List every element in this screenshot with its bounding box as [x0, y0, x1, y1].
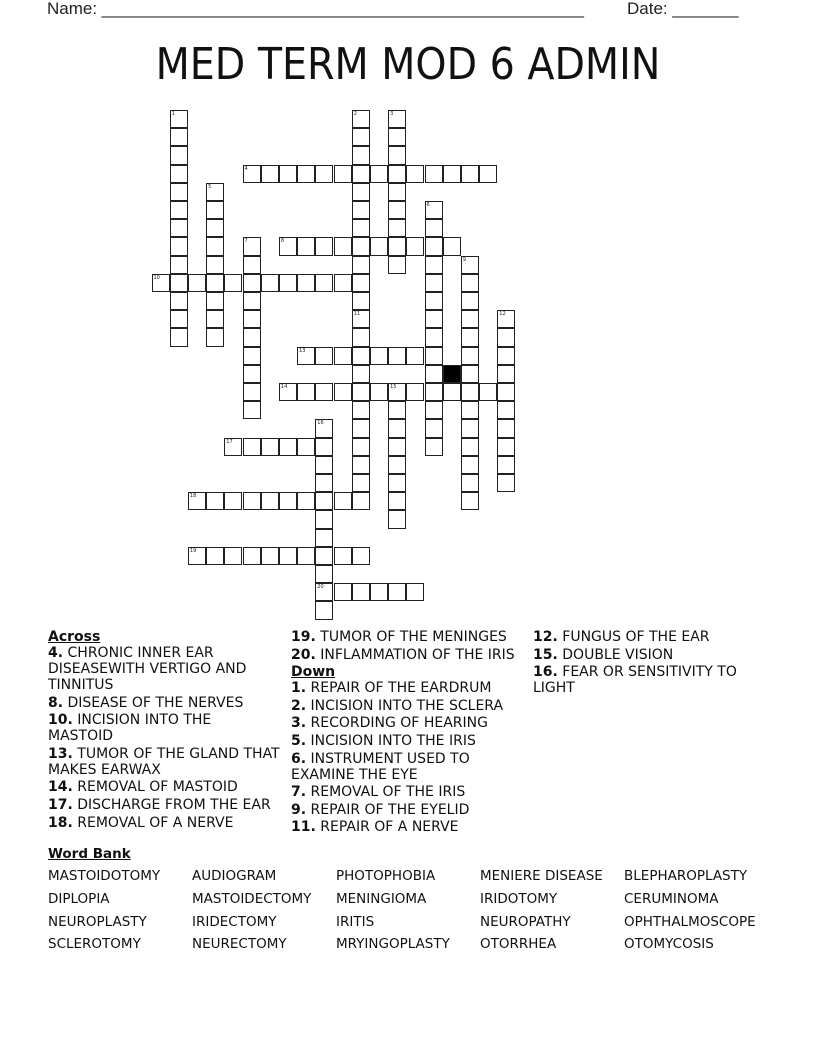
- clue-number: 4.: [48, 645, 64, 661]
- crossword-cell[interactable]: [352, 219, 370, 237]
- crossword-cell[interactable]: [243, 256, 261, 274]
- crossword-cell[interactable]: [352, 347, 370, 365]
- crossword-cell[interactable]: [297, 347, 315, 365]
- crossword-cell[interactable]: [279, 274, 297, 292]
- clues-column-2: [291, 629, 527, 837]
- crossword-cell[interactable]: [315, 529, 333, 547]
- crossword-cell[interactable]: [170, 256, 188, 274]
- crossword-cell[interactable]: [461, 383, 479, 401]
- crossword-cell[interactable]: [243, 401, 261, 419]
- crossword-cell[interactable]: [352, 492, 370, 510]
- crossword-cell[interactable]: [170, 219, 188, 237]
- crossword-cell[interactable]: [170, 237, 188, 255]
- clue-number: 17.: [48, 796, 73, 813]
- crossword-cell[interactable]: [461, 401, 479, 419]
- clue-number: 7.: [291, 784, 307, 801]
- crossword-cell[interactable]: [406, 347, 424, 365]
- crossword-cell[interactable]: [206, 256, 224, 274]
- clue-down-7: [291, 784, 527, 800]
- crossword-clue-number: 1: [171, 111, 175, 117]
- crossword-cell[interactable]: [297, 492, 315, 510]
- clue-across-10: [48, 712, 280, 744]
- crossword-cell[interactable]: [461, 256, 479, 274]
- crossword-cell[interactable]: [315, 274, 333, 292]
- crossword-cell[interactable]: [425, 219, 443, 237]
- clue-text: INSTRUMENT USED TO EXAMINE THE EYE: [291, 750, 470, 783]
- clue-across-20: [291, 647, 527, 663]
- crossword-cell[interactable]: [425, 292, 443, 310]
- crossword-cell[interactable]: [425, 365, 443, 383]
- crossword-clue-number: 20: [317, 584, 324, 591]
- crossword-cell[interactable]: [243, 292, 261, 310]
- crossword-cell[interactable]: [315, 474, 333, 492]
- crossword-cell[interactable]: [170, 328, 188, 346]
- clue-text: REPAIR OF THE EYELID: [310, 801, 470, 818]
- crossword-cell[interactable]: [352, 292, 370, 310]
- crossword-cell[interactable]: [297, 547, 315, 565]
- crossword-cell[interactable]: [425, 237, 443, 255]
- crossword-cell[interactable]: [388, 347, 406, 365]
- crossword-cell[interactable]: [352, 201, 370, 219]
- crossword-cell[interactable]: [388, 583, 406, 601]
- crossword-clue-number: 19: [189, 547, 197, 554]
- word-bank-item: MENINGIOMA: [336, 891, 427, 907]
- clue-text: REMOVAL OF A NERVE: [77, 814, 234, 831]
- clue-text: INCISION INTO THE MASTOID: [48, 712, 212, 745]
- word-bank-item: IRIDECTOMY: [192, 914, 277, 930]
- word-bank-item: PHOTOPHOBIA: [336, 868, 436, 884]
- crossword-clue-number: 2: [353, 111, 357, 117]
- clue-down-2: [291, 698, 527, 714]
- crossword-cell[interactable]: [388, 219, 406, 237]
- word-bank-heading: Word Bank: [48, 846, 131, 862]
- crossword-clue-number: 5: [208, 183, 212, 190]
- crossword-cell[interactable]: [188, 274, 206, 292]
- crossword-cell[interactable]: [461, 328, 479, 346]
- crossword-cell[interactable]: [352, 365, 370, 383]
- word-bank-item: IRITIS: [336, 914, 375, 930]
- crossword-cell[interactable]: [352, 474, 370, 492]
- crossword-cell[interactable]: [497, 419, 515, 437]
- crossword-cell[interactable]: [388, 256, 406, 274]
- crossword-cell[interactable]: [297, 438, 315, 456]
- down-heading: Down: [291, 664, 336, 681]
- crossword-cell[interactable]: [425, 310, 443, 328]
- clue-down-6: [291, 751, 527, 783]
- crossword-cell[interactable]: [279, 492, 297, 510]
- crossword-cell[interactable]: [388, 201, 406, 219]
- clue-down-15: [533, 647, 763, 663]
- crossword-cell[interactable]: [261, 165, 279, 183]
- crossword-cell[interactable]: [170, 165, 188, 183]
- word-bank-item: MENIERE DISEASE: [480, 868, 603, 884]
- crossword-cell[interactable]: [315, 383, 333, 401]
- clue-number: 3.: [291, 715, 307, 732]
- word-bank-item: OTORRHEA: [480, 936, 557, 952]
- crossword-cell[interactable]: [206, 328, 224, 346]
- crossword-cell[interactable]: [206, 547, 224, 565]
- crossword-cell[interactable]: [352, 110, 370, 128]
- crossword-cell[interactable]: [315, 165, 333, 183]
- crossword-cell[interactable]: [497, 474, 515, 492]
- crossword-cell[interactable]: [224, 274, 242, 292]
- crossword-cell[interactable]: [334, 383, 352, 401]
- clue-down-11: [291, 819, 527, 835]
- clue-number: 5.: [291, 732, 307, 749]
- crossword-clue-number: 13: [299, 347, 306, 354]
- crossword-cell[interactable]: [315, 510, 333, 528]
- crossword-cell[interactable]: [334, 492, 352, 510]
- clue-down-5: [291, 733, 527, 749]
- crossword-clue-number: 4: [244, 165, 248, 172]
- crossword-cell[interactable]: [461, 274, 479, 292]
- crossword-cell[interactable]: [243, 383, 261, 401]
- crossword-cell[interactable]: [352, 256, 370, 274]
- crossword-cell[interactable]: [297, 383, 315, 401]
- crossword-cell[interactable]: [279, 237, 297, 255]
- crossword-cell[interactable]: [243, 274, 261, 292]
- crossword-cell[interactable]: [261, 492, 279, 510]
- clue-number: 12.: [533, 629, 558, 645]
- crossword-cell[interactable]: [479, 165, 497, 183]
- crossword-cell[interactable]: [206, 219, 224, 237]
- crossword-cell[interactable]: [352, 419, 370, 437]
- clue-across-18: [48, 815, 280, 831]
- clue-number: 2.: [291, 697, 307, 714]
- crossword-clue-number: 15: [390, 384, 397, 390]
- clue-number: 18.: [48, 814, 73, 831]
- clue-across-17: [48, 797, 280, 813]
- crossword-cell[interactable]: [315, 583, 333, 601]
- crossword-cell[interactable]: [315, 347, 333, 365]
- crossword-cell[interactable]: [243, 365, 261, 383]
- crossword-cell[interactable]: [170, 310, 188, 328]
- crossword-cell[interactable]: [334, 165, 352, 183]
- clues-column-3: [533, 629, 763, 698]
- crossword-cell[interactable]: [497, 456, 515, 474]
- crossword-cell[interactable]: [388, 419, 406, 437]
- crossword-cell[interactable]: [334, 347, 352, 365]
- clue-number: 15.: [533, 646, 558, 663]
- crossword-cell[interactable]: [388, 110, 406, 128]
- crossword-cell[interactable]: [170, 183, 188, 201]
- word-bank-item: BLEPHAROPLASTY: [624, 868, 748, 884]
- crossword-cell[interactable]: [425, 438, 443, 456]
- crossword-clue-number: 18: [189, 493, 197, 500]
- crossword-cell[interactable]: [243, 237, 261, 255]
- crossword-cell[interactable]: [461, 492, 479, 510]
- crossword-cell[interactable]: [206, 201, 224, 219]
- crossword-cell[interactable]: [352, 274, 370, 292]
- clue-text: INFLAMMATION OF THE IRIS: [320, 646, 515, 663]
- crossword-cell[interactable]: [188, 547, 206, 565]
- name-field[interactable]: Name: ___________________________________________________: [47, 0, 584, 18]
- page-title: MED TERM MOD 6 ADMIN: [155, 39, 661, 90]
- crossword-cell[interactable]: [352, 237, 370, 255]
- clue-text: DISEASE OF THE NERVES: [67, 694, 244, 711]
- clue-text: INCISION INTO THE SCLERA: [310, 697, 504, 714]
- crossword-cell[interactable]: [370, 237, 388, 255]
- crossword-cell[interactable]: [224, 492, 242, 510]
- clue-number: 8.: [48, 694, 64, 711]
- crossword-cell[interactable]: [497, 310, 515, 328]
- crossword-cell[interactable]: [479, 383, 497, 401]
- crossword-cell[interactable]: [370, 383, 388, 401]
- clue-text: CHRONIC INNER EAR DISEASEWITH VERTIGO AND TINNITUS: [48, 645, 247, 693]
- word-bank-item: CERUMINOMA: [624, 891, 719, 907]
- crossword-cell[interactable]: [443, 237, 461, 255]
- crossword-cell[interactable]: [170, 110, 188, 128]
- crossword-cell[interactable]: [188, 492, 206, 510]
- crossword-cell[interactable]: [388, 146, 406, 164]
- crossword-cell[interactable]: [206, 492, 224, 510]
- crossword-cell[interactable]: [370, 165, 388, 183]
- crossword-clue-number: 10: [153, 274, 160, 281]
- clue-number: 20.: [291, 646, 316, 663]
- crossword-cell[interactable]: [461, 347, 479, 365]
- crossword-cell[interactable]: [279, 547, 297, 565]
- crossword-cell[interactable]: [406, 165, 424, 183]
- crossword-cell[interactable]: [315, 419, 333, 437]
- clue-number: 9.: [291, 801, 307, 818]
- crossword-cell[interactable]: [315, 456, 333, 474]
- word-bank-item: IRIDOTOMY: [480, 891, 558, 907]
- clue-text: REMOVAL OF THE IRIS: [310, 784, 466, 801]
- crossword-clue-number: 8: [280, 238, 285, 245]
- crossword-cell[interactable]: [315, 547, 333, 565]
- clue-text: INCISION INTO THE IRIS: [310, 732, 476, 749]
- crossword-cell[interactable]: [497, 438, 515, 456]
- word-bank-item: SCLEROTOMY: [48, 936, 141, 952]
- word-bank-item: NEURECTOMY: [192, 936, 287, 952]
- crossword-clue-number: 16: [317, 420, 324, 427]
- crossword-cell[interactable]: [297, 165, 315, 183]
- crossword-cell[interactable]: [388, 165, 406, 183]
- crossword-cell[interactable]: [243, 438, 261, 456]
- crossword-cell[interactable]: [425, 383, 443, 401]
- clue-number: 19.: [291, 629, 316, 645]
- crossword-cell[interactable]: [406, 237, 424, 255]
- word-bank-item: MASTOIDOTOMY: [48, 868, 161, 884]
- crossword-cell[interactable]: [497, 365, 515, 383]
- crossword-clue-number: 9: [462, 256, 467, 263]
- clue-across-19: [291, 629, 527, 645]
- crossword-cell[interactable]: [243, 328, 261, 346]
- clue-down-12: [533, 629, 763, 645]
- crossword-cell[interactable]: [425, 347, 443, 365]
- crossword-cell[interactable]: [279, 383, 297, 401]
- crossword-cell[interactable]: [352, 547, 370, 565]
- clue-down-16: [533, 664, 763, 696]
- crossword-cell[interactable]: [352, 128, 370, 146]
- crossword-cell[interactable]: [352, 456, 370, 474]
- crossword-cell[interactable]: [425, 201, 443, 219]
- crossword-cell[interactable]: [388, 383, 406, 401]
- crossword-cell[interactable]: [406, 383, 424, 401]
- crossword-cell[interactable]: [334, 547, 352, 565]
- crossword-cell[interactable]: [425, 328, 443, 346]
- crossword-cell[interactable]: [461, 310, 479, 328]
- crossword-cell[interactable]: [443, 165, 461, 183]
- date-field[interactable]: Date: _______: [627, 0, 739, 18]
- crossword-cell[interactable]: [425, 274, 443, 292]
- crossword-cell[interactable]: [224, 547, 242, 565]
- word-bank-item: NEUROPLASTY: [48, 914, 147, 930]
- clue-text: TUMOR OF THE GLAND THAT MAKES EARWAX: [48, 745, 280, 778]
- crossword-cell[interactable]: [497, 383, 515, 401]
- crossword-cell[interactable]: [352, 328, 370, 346]
- word-bank-item: MASTOIDECTOMY: [192, 891, 312, 907]
- crossword-cell[interactable]: [170, 201, 188, 219]
- clue-down-1: [291, 680, 527, 696]
- crossword-cell[interactable]: [352, 146, 370, 164]
- clue-text: RECORDING OF HEARING: [310, 715, 488, 732]
- crossword-cell[interactable]: [243, 310, 261, 328]
- clue-across-4: [48, 645, 280, 693]
- clue-text: DOUBLE VISION: [562, 646, 674, 663]
- crossword-cell[interactable]: [334, 237, 352, 255]
- clue-number: 13.: [48, 745, 73, 762]
- crossword-cell[interactable]: [261, 438, 279, 456]
- word-bank-item: OTOMYCOSIS: [624, 936, 714, 952]
- crossword-cell[interactable]: [388, 456, 406, 474]
- crossword-cell[interactable]: [152, 274, 170, 292]
- crossword-cell[interactable]: [388, 474, 406, 492]
- clue-text: FEAR OR SENSITIVITY TO LIGHT: [533, 664, 737, 697]
- crossword-cell[interactable]: [388, 510, 406, 528]
- word-bank-item: OPHTHALMOSCOPE: [624, 914, 756, 930]
- crossword-cell[interactable]: [425, 419, 443, 437]
- crossword-cell[interactable]: [279, 438, 297, 456]
- crossword-cell[interactable]: [388, 492, 406, 510]
- crossword-cell[interactable]: [461, 292, 479, 310]
- crossword-cell[interactable]: [315, 565, 333, 583]
- crossword-cell[interactable]: [461, 419, 479, 437]
- crossword-cell[interactable]: [352, 401, 370, 419]
- crossword-black-cell: [443, 365, 461, 383]
- crossword-cell[interactable]: [370, 347, 388, 365]
- crossword-cell[interactable]: [334, 274, 352, 292]
- clue-number: 1.: [291, 680, 307, 697]
- clue-text: FUNGUS OF THE EAR: [562, 629, 710, 645]
- crossword-clue-number: 17: [226, 438, 233, 445]
- crossword-cell[interactable]: [315, 492, 333, 510]
- clue-text: TUMOR OF THE MENINGES: [320, 629, 507, 645]
- crossword-cell[interactable]: [170, 292, 188, 310]
- crossword-cell[interactable]: [461, 165, 479, 183]
- crossword-clue-number: 6: [426, 202, 430, 208]
- crossword-cell[interactable]: [370, 583, 388, 601]
- crossword-cell[interactable]: [425, 401, 443, 419]
- word-bank-item: MRYINGOPLASTY: [336, 936, 450, 952]
- crossword-cell[interactable]: [243, 547, 261, 565]
- crossword-cell[interactable]: [261, 274, 279, 292]
- clue-number: 11.: [291, 819, 316, 836]
- crossword-cell[interactable]: [334, 583, 352, 601]
- clue-down-3: [291, 715, 527, 731]
- crossword-cell[interactable]: [206, 310, 224, 328]
- crossword-clue-number: 12: [499, 311, 506, 318]
- crossword-cell[interactable]: [297, 237, 315, 255]
- crossword-cell[interactable]: [352, 583, 370, 601]
- clues-column-1: [48, 629, 280, 832]
- clue-across-14: [48, 779, 280, 795]
- crossword-cell[interactable]: [388, 183, 406, 201]
- crossword-cell[interactable]: [297, 274, 315, 292]
- crossword-cell[interactable]: [425, 165, 443, 183]
- crossword-clue-number: 3: [390, 111, 394, 117]
- clue-across-8: [48, 695, 280, 711]
- clue-text: DISCHARGE FROM THE EAR: [77, 796, 271, 813]
- crossword-cell[interactable]: [388, 401, 406, 419]
- crossword-cell[interactable]: [461, 438, 479, 456]
- crossword-cell[interactable]: [315, 601, 333, 619]
- crossword-cell[interactable]: [352, 165, 370, 183]
- crossword-cell[interactable]: [279, 165, 297, 183]
- clue-text: REMOVAL OF MASTOID: [77, 779, 238, 796]
- clue-number: 6.: [291, 750, 307, 767]
- crossword-cell[interactable]: [352, 183, 370, 201]
- crossword-cell[interactable]: [388, 438, 406, 456]
- crossword-cell[interactable]: [352, 383, 370, 401]
- crossword-cell[interactable]: [243, 165, 261, 183]
- crossword-cell[interactable]: [352, 310, 370, 328]
- clue-down-9: [291, 802, 527, 818]
- crossword-cell[interactable]: [243, 492, 261, 510]
- crossword-cell[interactable]: [461, 365, 479, 383]
- crossword-cell[interactable]: [461, 474, 479, 492]
- crossword-cell[interactable]: [315, 237, 333, 255]
- word-bank-item: DIPLOPIA: [48, 891, 110, 907]
- clue-number: 14.: [48, 779, 73, 796]
- clue-text: REPAIR OF A NERVE: [320, 819, 459, 836]
- crossword-cell[interactable]: [497, 401, 515, 419]
- across-heading: Across: [48, 629, 101, 645]
- crossword-cell[interactable]: [443, 383, 461, 401]
- crossword-cell[interactable]: [170, 128, 188, 146]
- crossword-cell[interactable]: [206, 183, 224, 201]
- crossword-clue-number: 11: [353, 311, 361, 318]
- crossword-cell[interactable]: [243, 347, 261, 365]
- crossword-cell[interactable]: [170, 274, 188, 292]
- crossword-cell[interactable]: [388, 237, 406, 255]
- clue-number: 10.: [48, 712, 73, 729]
- clue-text: REPAIR OF THE EARDRUM: [310, 680, 492, 697]
- clue-across-13: [48, 746, 280, 778]
- crossword-cell[interactable]: [352, 438, 370, 456]
- word-bank-item: AUDIOGRAM: [192, 868, 277, 884]
- crossword-cell[interactable]: [315, 438, 333, 456]
- crossword-cell[interactable]: [206, 292, 224, 310]
- crossword-clue-number: 7: [244, 238, 248, 245]
- crossword-cell[interactable]: [388, 128, 406, 146]
- crossword-cell[interactable]: [224, 438, 242, 456]
- clue-number: 16.: [533, 664, 558, 681]
- crossword-clue-number: 14: [280, 384, 288, 390]
- crossword-cell[interactable]: [206, 237, 224, 255]
- word-bank-item: NEUROPATHY: [480, 914, 571, 930]
- crossword-cell[interactable]: [406, 583, 424, 601]
- crossword-cell[interactable]: [425, 256, 443, 274]
- crossword-cell[interactable]: [206, 274, 224, 292]
- crossword-cell[interactable]: [261, 547, 279, 565]
- crossword-cell[interactable]: [497, 347, 515, 365]
- crossword-cell[interactable]: [461, 456, 479, 474]
- crossword-cell[interactable]: [170, 146, 188, 164]
- crossword-cell[interactable]: [497, 328, 515, 346]
